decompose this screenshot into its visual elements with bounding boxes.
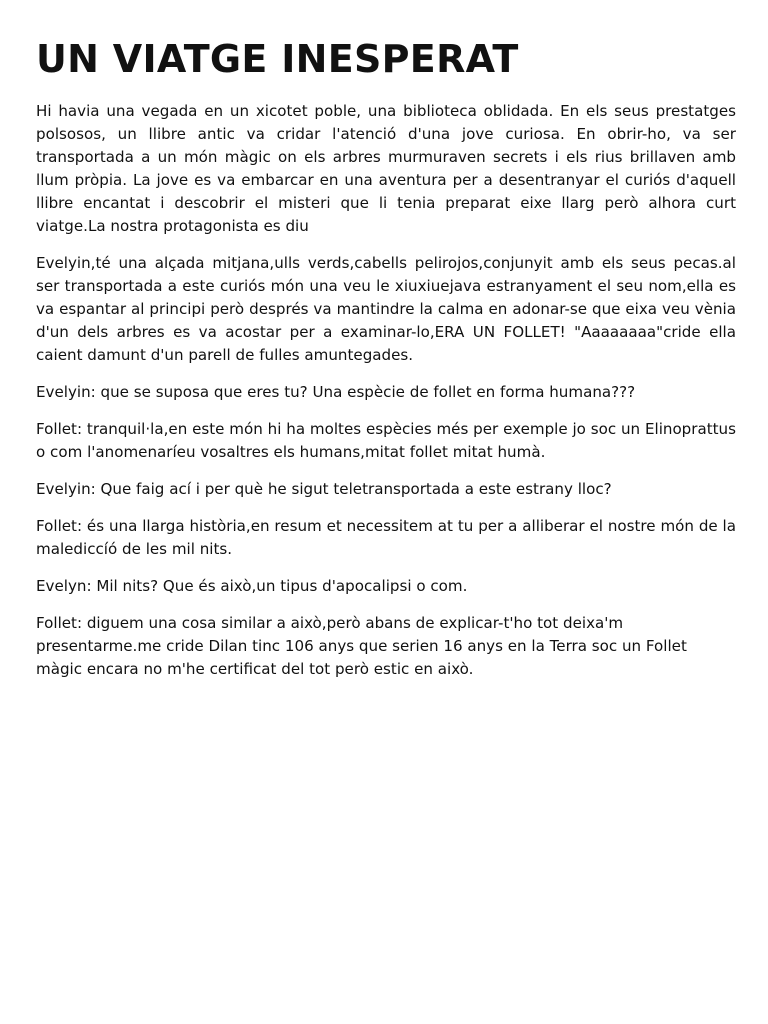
paragraph-intro: Hi havia una vegada en un xicotet poble, una biblioteca oblidada. En els seus prestatges polsosos, un llibre antic va cridar l'atenció d'una jove curiosa. En obrir-ho, va ser transportada a un món màgic on els arbres murmuraven secrets i els rius brillaven amb llum pròpia. La jove es va embarcar en una aventura per a desentranyar el curiós d'aquell llibre encantat i descobrir el misteri que li tenia preparat eixe llarg però alhora curt viatge.La nostra protagonista es diu [36,102,736,235]
paragraph-evelyin-description: Evelyin,té una alçada mitjana,ulls verds,cabells pelirojos,conjunyit amb els seus pecas.al ser transportada a este curiós món una veu le xiuxiuejava estranyament el seu nom,ella es va espantar al principi però després va mantindre la calma en adonar-se que eixa veu vènia d'un dels arbres es va acostar per a examinar-lo,ERA UN FOLLET! "Aaaaaaaa"cride ella caient damunt d'un parell de fulles amuntegades. [36,254,736,364]
dialogue-line: Follet: tranquil·la,en este món hi ha moltes espècies més per exemple jo soc un Elinoprattus o com l'anomenaríeu vosaltres els humans,mitat follet mitat humà. [36,420,736,461]
dialogue-line: Follet: és una llarga història,en resum et necessitem at tu per a alliberar el nostre món de la malediccíó de les mil nits. [36,517,736,558]
document-title: UN VIATGE INESPERAT [36,37,519,81]
document-page [36,34,736,695]
dialogue-line: Evelyin: que se suposa que eres tu? Una espècie de follet en forma humana??? [36,383,636,401]
dialogue-line: Evelyn: Mil nits? Que és això,un tipus d'apocalipsi o com. [36,577,468,595]
dialogue-line: Evelyin: Que faig ací i per què he sigut teletransportada a este estrany lloc? [36,480,612,498]
dialogue-line: Follet: diguem una cosa similar a això,però abans de explicar-t'ho tot deixa'm presentarme.me cride Dilan tinc 106 anys que serien 16 anys en la Terra soc un Follet màgic encara no m'he certificat del tot però estic en això. [36,614,687,678]
